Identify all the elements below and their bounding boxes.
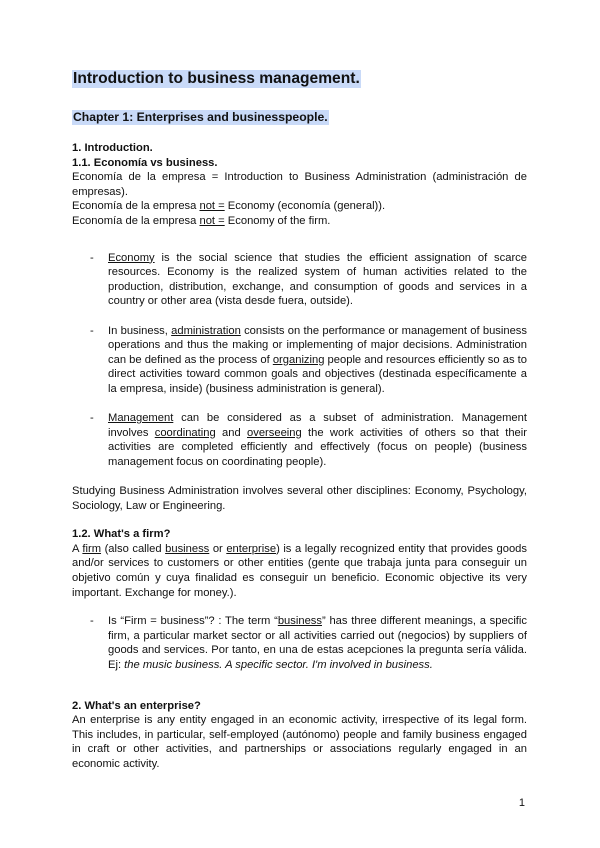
- list-item: - Is “Firm = business”? : The term “business” has three different meanings, a specific firm, a particular market sector or all activities carried out (negocios) by suppliers of goods and services. Por tanto, en una de estas acepciones la pregunta sería válida. Ej: the music business. A specific sector. I'm involved in business.: [72, 614, 527, 672]
- document-page: [72, 70, 527, 772]
- paragraph: A firm (also called business or enterprise) is a legally recognized entity that provides goods and/or services to customers or other entities (gente que trabaja junta para conseguir un objetivo común y cuya finalidad es conseguir un beneficio. Economic objective its very important. Exchange for money.).: [72, 542, 527, 599]
- paragraph: Economía de la empresa = Introduction to Business Administration (administración de empresas).: [72, 171, 527, 198]
- chapter-heading: Chapter 1: Enterprises and businesspeople.: [73, 110, 328, 124]
- definition-list: [72, 614, 527, 672]
- list-item: - In business, administration consists on the performance or management of business operations and thus the making or implementing of major decisions. Administration can be defined as the process of organizing people and resources efficiently so as to direct activities toward common goals and objectives (destinada específicamente a la empresa, inside) (business administration is general).: [72, 324, 527, 397]
- paragraph: Studying Business Administration involves several other disciplines: Economy, Psychology, Sociology, Law or Engineering.: [72, 485, 527, 512]
- paragraph: An enterprise is any entity engaged in an economic activity, irrespective of its legal form. This includes, in particular, self-employed (autónomo) people and family business engaged in craft or other activities, and partnerships or associations regularly engaged in an economic activity.: [72, 714, 527, 770]
- document-title: Introduction to business management.: [73, 70, 360, 87]
- section-heading: 1. Introduction.: [72, 142, 153, 154]
- subsection-heading: 1.1. Economía vs business.: [72, 156, 218, 169]
- definition-list: [72, 251, 527, 470]
- page-number: 1: [518, 797, 525, 809]
- list-item: - Management can be considered as a subset of administration. Management involves coordinating and overseeing the work activities of others so that their activities are completed efficiently and effectively (focus on people) (business management focus on coordinating people).: [72, 411, 527, 469]
- paragraph: Economía de la empresa not = Economy (economía (general)).: [72, 200, 386, 213]
- section-heading: 2. What's an enterprise?: [72, 699, 201, 712]
- list-item: - Economy is the social science that studies the efficient assignation of scarce resources. Economy is the realized system of human activities related to the production, distribution, exchange, and consumption of goods and services in a country or other area (vista desde fuera, outside).: [72, 251, 527, 309]
- subsection-heading: 1.2. What's a firm?: [72, 528, 171, 541]
- paragraph: Economía de la empresa not = Economy of the firm.: [72, 214, 331, 227]
